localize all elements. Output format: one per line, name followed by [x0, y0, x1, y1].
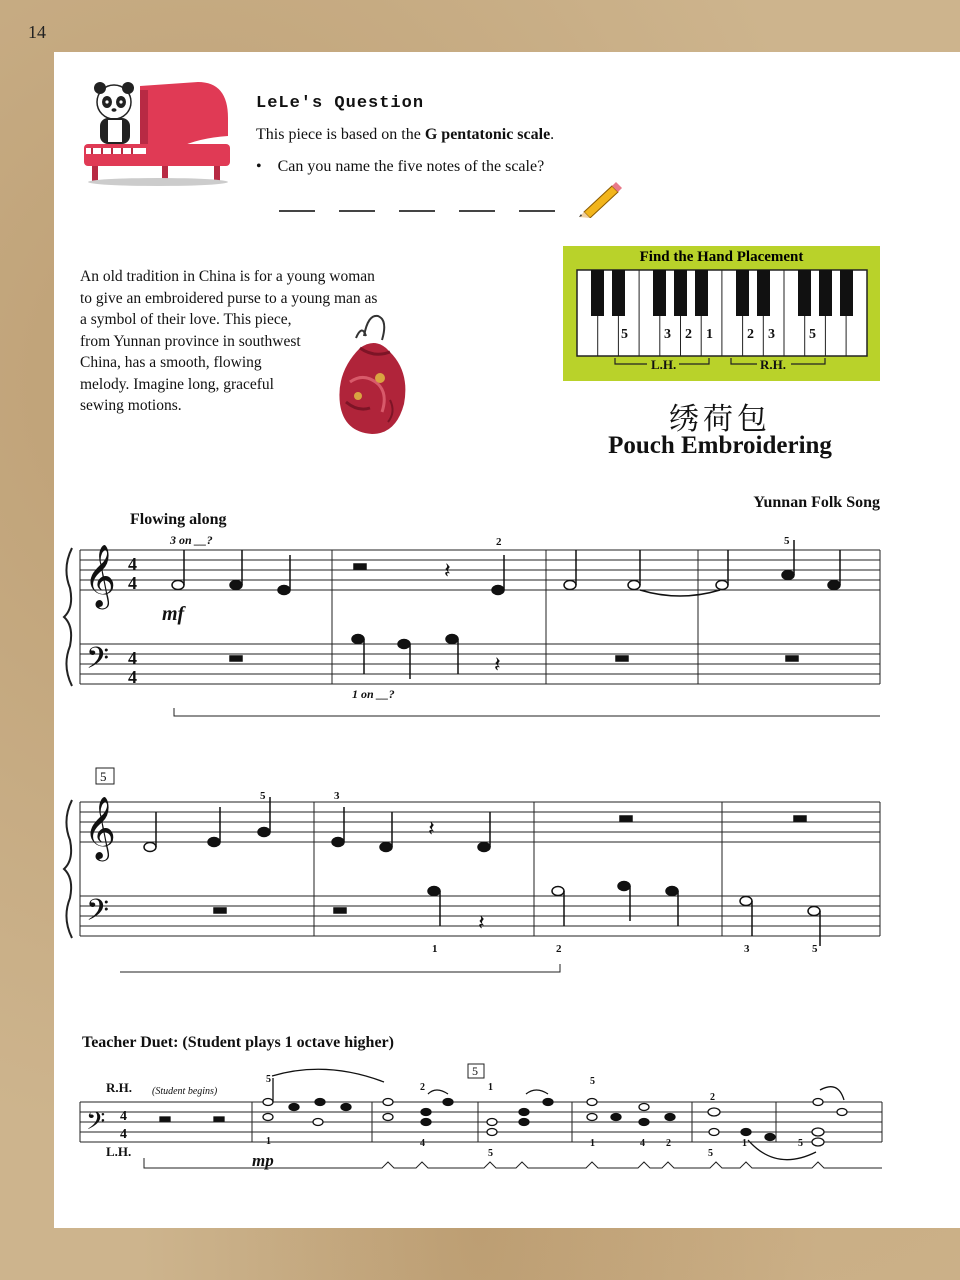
- lele-question-text: This piece is based on the G pentatonic scale.: [256, 126, 555, 143]
- svg-text:4: 4: [128, 648, 137, 668]
- svg-text:5: 5: [260, 790, 266, 802]
- page-number: 14: [28, 22, 46, 42]
- svg-text:2: 2: [496, 536, 502, 548]
- story-line: sewing motions.: [80, 397, 182, 414]
- svg-text:5: 5: [798, 1138, 803, 1149]
- svg-text:1: 1: [432, 943, 438, 955]
- svg-text:4: 4: [128, 573, 137, 593]
- svg-text:2: 2: [420, 1082, 425, 1093]
- rh-finger-3: 3: [768, 327, 775, 342]
- svg-text:3: 3: [334, 790, 340, 802]
- svg-text:𝄢: 𝄢: [86, 642, 110, 682]
- svg-text:2: 2: [556, 943, 562, 955]
- teacher-duet-staff: [76, 1060, 886, 1180]
- lele-question-title: LeLe's Question: [256, 94, 425, 113]
- chinese-title: 绣荷包: [669, 402, 771, 437]
- story-line: An old tradition in China is for a young woman: [80, 268, 375, 285]
- teacher-duet-label: Teacher Duet: (Student plays 1 octave higher): [82, 1034, 394, 1051]
- duet-lh-label: L.H.: [106, 1144, 132, 1159]
- svg-text:5: 5: [708, 1148, 713, 1159]
- lh-finger-1: 1: [706, 327, 713, 342]
- measure-number: 5: [100, 769, 107, 784]
- dynamic-mf: mf: [162, 603, 185, 625]
- answer-blank-4[interactable]: [459, 210, 495, 212]
- svg-text:4: 4: [128, 554, 137, 574]
- answer-blank-2[interactable]: [339, 210, 375, 212]
- svg-text:2: 2: [666, 1138, 671, 1149]
- svg-text:4: 4: [120, 1109, 127, 1124]
- lh-label: L.H.: [651, 357, 677, 372]
- answer-blank-1[interactable]: [279, 210, 315, 212]
- svg-text:1: 1: [488, 1082, 493, 1093]
- svg-text:3: 3: [744, 943, 750, 955]
- svg-text:5: 5: [590, 1076, 595, 1087]
- duet-measure-number: 5: [472, 1064, 478, 1078]
- svg-text:5: 5: [784, 535, 790, 547]
- lh-finger-2: 2: [685, 327, 692, 342]
- embroidered-pouch-image: [334, 312, 414, 438]
- svg-text:𝄢: 𝄢: [86, 1108, 106, 1141]
- svg-text:𝄽: 𝄽: [478, 910, 485, 935]
- lh-finger-3: 3: [664, 327, 671, 342]
- svg-text:2: 2: [710, 1092, 715, 1103]
- svg-text:4: 4: [120, 1127, 127, 1142]
- svg-text:1: 1: [742, 1138, 747, 1149]
- panda-piano-illustration: [78, 78, 238, 188]
- svg-text:5: 5: [488, 1148, 493, 1159]
- svg-text:4: 4: [420, 1138, 425, 1149]
- tempo-marking: Flowing along: [130, 511, 227, 528]
- svg-text:𝄞: 𝄞: [84, 546, 116, 606]
- svg-text:4: 4: [640, 1138, 645, 1149]
- lele-question-bullet: • Can you name the five notes of the scale?: [256, 158, 545, 175]
- story-line: melody. Imagine long, graceful: [80, 375, 274, 393]
- duet-dynamic-mp: mp: [252, 1151, 274, 1170]
- keyboard-diagram: [563, 246, 880, 381]
- svg-text:𝄽: 𝄽: [444, 558, 451, 583]
- story-line: China, has a smooth, flowing: [80, 354, 262, 371]
- composer-credit: Yunnan Folk Song: [753, 494, 880, 511]
- svg-text:𝄢: 𝄢: [86, 894, 110, 934]
- svg-text:1: 1: [590, 1138, 595, 1149]
- svg-text:1: 1: [266, 1136, 271, 1147]
- music-system-2: [60, 766, 890, 976]
- svg-text:𝄽: 𝄽: [428, 816, 435, 841]
- svg-text:4: 4: [128, 667, 137, 687]
- pencil-icon: [576, 182, 622, 218]
- svg-text:𝄞: 𝄞: [84, 798, 116, 858]
- lh-finger-5: 5: [621, 327, 628, 342]
- piece-title: Pouch Embroidering: [608, 432, 832, 459]
- answer-blank-5[interactable]: [519, 210, 555, 212]
- rh-finger-2: 2: [747, 327, 754, 342]
- svg-text:𝄽: 𝄽: [494, 652, 501, 677]
- lh-hint: 1 on __?: [352, 687, 395, 701]
- story-line: a symbol of their love. This piece,: [80, 311, 292, 328]
- duet-rh-label: R.H.: [106, 1080, 132, 1095]
- svg-text:5: 5: [812, 943, 818, 955]
- music-system-1: [60, 528, 890, 728]
- hand-placement-title: Find the Hand Placement: [639, 249, 804, 265]
- svg-text:5: 5: [266, 1074, 271, 1085]
- story-line: to give an embroidered purse to a young man as: [80, 289, 378, 307]
- rh-finger-5: 5: [809, 327, 816, 342]
- story-line: from Yunnan province in southwest: [80, 332, 301, 350]
- student-begins-note: (Student begins): [152, 1086, 218, 1097]
- rh-hint: 3 on __?: [170, 533, 213, 547]
- rh-label: R.H.: [760, 357, 786, 372]
- answer-blank-3[interactable]: [399, 210, 435, 212]
